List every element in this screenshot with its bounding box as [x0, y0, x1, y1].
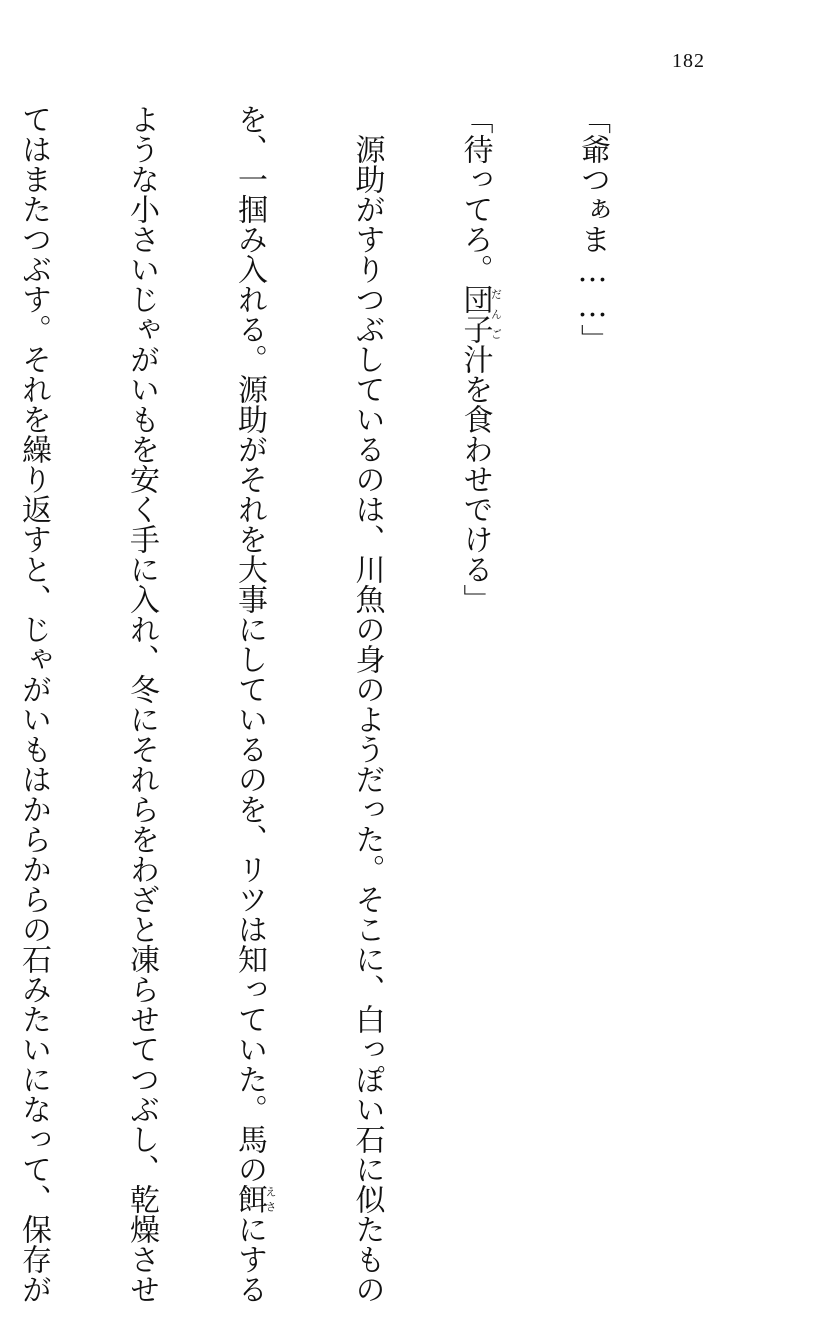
text-line-5: てはまたつぶす。それを繰り返すと、じゃがいもはからからの石みたいになって、保存が	[16, 104, 51, 1304]
text-line-1: 「待ってろ。団子だんご汁を食わせでける」	[457, 104, 503, 614]
body-text	[0, 104, 682, 1304]
ruby-annotation: 団子だんご	[457, 284, 503, 344]
text-line-2: 源助がすりつぶしているのは、川魚の身のようだった。そこに、白っぽい石に似たもの	[349, 104, 385, 1304]
page-number: 182	[672, 50, 705, 72]
text-line-0: 「爺つぁま……」	[575, 104, 610, 354]
text-line-3: を、一掴み入れる。源助がそれを大事にしているのを、リツは知っていた。馬の餌えさにする	[232, 104, 277, 1304]
ruby-annotation: 餌えさ	[232, 1184, 277, 1214]
text-line-4: ような小さいじゃがいもを安く手に入れ、冬にそれらをわざと凍らせてつぶし、乾燥させ	[124, 104, 159, 1304]
